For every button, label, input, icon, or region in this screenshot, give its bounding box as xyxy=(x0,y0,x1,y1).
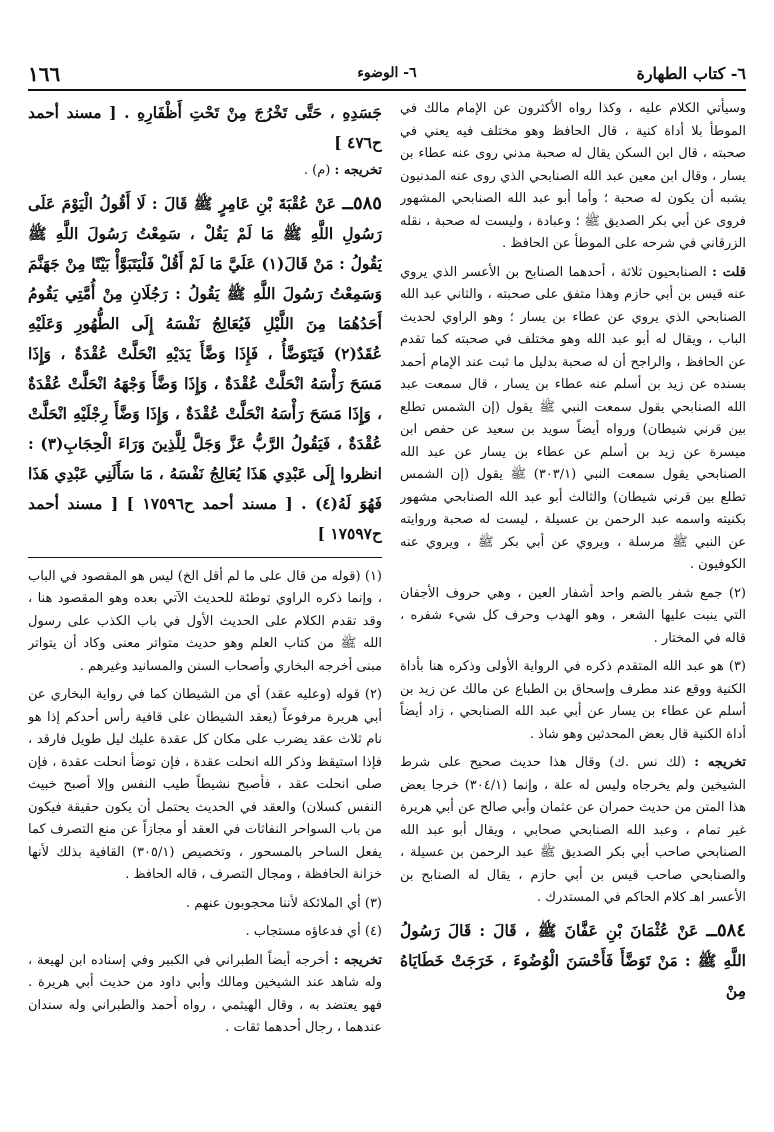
footnote-4: (٤) أي فدعاؤه مستجاب . xyxy=(245,924,382,939)
chapter-title: ٦- الوضوء xyxy=(357,65,417,81)
qult-paragraph xyxy=(400,262,746,577)
hadith-text: عَنْ عُثْمَانَ بْنِ عَفَّانَ ﷺ ، قَالَ : قَالَ رَسُولُ اللَّهِ ﷺ : مَنْ تَوَضَّأَ فَأَحْسَنَ الْوُضُوءَ ، خَرَجَتْ خَطَايَاهُ مِنْ xyxy=(400,920,746,1000)
hadith-584 xyxy=(400,916,746,1006)
hadith-number: ٥٨٤ــ xyxy=(706,919,746,941)
takhrij-paragraph-right xyxy=(400,752,746,910)
footnote-1: (١) (قوله من قال على ما لم أقل الخ) ليس هو المقصود في الباب ، وإنما ذكره الراوي توطئة للحديث الآتي بعده وهو المقصود هنا ، وقد تقدم الكلام على الحديث الأول في باب الكذب على رسول الله ﷺ من كتاب العلم وهو حديث متواتر معنى وكاد أن يتواتر مبنى أخرجه البخاري وأصحاب السنن والمسانيد وغيرهم . xyxy=(28,568,382,674)
footnote-separator xyxy=(28,557,382,558)
takhrij-paragraph-1 xyxy=(28,160,382,183)
intro-paragraph: وسيأتي الكلام عليه ، وكذا رواه الأكثرون عن الإمام مالك في الموطأ بلا أداة كنية ، قال الحافظ وهو مختلف فيه يعني في صحبته ، قال ابن السكن يقال له صحبة مدني روى عنه عطاء بن يسار ، وقال ابن معين عبد الله الصنابحي الذي روى عنه المدنيون يشبه أن يكون له صحبة ؛ وأما أبو عبد الله الصنابحي المشهور فروى عن أبي بكر الصديق ﷺ ؛ وعبادة ، وليست له صحبة ، نقله الزرقاني في شرحه على الموطأ عن الحافظ . xyxy=(400,101,746,251)
hadith-continuation: جَسَدِهِ ، حَتَّى تَخْرُجَ مِنْ تَحْتِ أَظْفَارِهِ . [ مسند أحمد ح٤٧٦ ] xyxy=(28,103,382,152)
takhrij-text: (لك نس .ك) وقال هذا حديث صحيح على شرط الشيخين ولم يخرجاه وليس له علة ، وإنما (٣٠٤/١) خرجا بعض هذا المتن من حديث حمران عن عثمان وأبي صالح عن أبي هريرة غير تمام ، وعبد الله الصنابحي صحابي ، ويقال أبو عبد الله الصنابحي صاحب أبي بكر الصديق ﷺ عبد الرحمن بن عسيلة ، والصنابحي صاحب قيس بن أبي حازم ، يقال له الصنابح بن الأعسر اهـ كلام الحاكم في المستدرك . xyxy=(400,755,746,905)
footnote-3-right: (٣) هو عبد الله المتقدم ذكره في الرواية الأولى وذكره هنا بأداة الكنية ووقع عند مطرف وإسحاق بن الطباع عن مالك عن زيد بن أسلم عن عطاء بن يسار عن أبي عبد الله الصنابحي ، زاد أيضاً أداة الكنية قال بعض المحدثين وهو شاذ . xyxy=(400,659,746,742)
footnote-2-right: (٢) جمع شفر بالضم واحد أشفار العين ، وهي حروف الأجفان التي ينبت عليها الشعر ، وهو الهدب وحرف كل شيء شفره ، قاله في المختار . xyxy=(400,585,746,646)
page-number: ١٦٦ xyxy=(28,62,61,86)
left-column xyxy=(28,98,382,1118)
takhrij-label: تخريجه : xyxy=(334,163,382,178)
qult-label: قلت : xyxy=(712,264,746,280)
hadith-number: ٥٨٥ــ xyxy=(342,192,382,214)
takhrij-label: تخريجه : xyxy=(694,755,746,770)
takhrij-text: أخرجه أيضاً الطبراني في الكبير وفي إسناده ابن لهيعة ، وله شاهد عند الشيخين ومالك وأبي داود من حديث أبي هريرة . فهو يعتضد به ، وقال الهيثمي ، رواه أحمد والطبراني وله سندان عندهما ، رجال أحدهما ثقات . xyxy=(28,952,382,1035)
footnote-3-left: (٣) أي الملائكة لأننا محجوبون عنهم . xyxy=(185,895,382,911)
footnote-2-left: (٢) قوله (وعليه عقد) أي من الشيطان كما في رواية البخاري عن أبي هريرة مرفوعاً (يعقد الشيطان على قافية رأس أحدكم إذا هو نام ثلاث عقد يضرب على مكان كل عقدة عليك ليل طويل فارقد ، فإذا استيقظ وذكر الله انحلت عقدة ، فإن توضأ انحلت عقدة ، فإن صلى انحلت عقد ، فأصبح نشيطاً طيب النفس وإلا أصبح خبيث النفس كسلان) والعقد في الحديث يحتمل أن يكون حقيقة فيكون من باب السواحر النفاثات في العقد أو مجازاً عن منع التصرف كما يفعل الساحر بالمسحور ، وتخصيص (٣٠٥/١) القافية بذلك لأنها خزانة الحافظة ، ومجال التصرف ، قاله الحافظ . xyxy=(28,687,382,882)
takhrij-paragraph-2 xyxy=(28,950,382,1040)
takhrij-label: تخريجه : xyxy=(333,952,382,968)
header-rule xyxy=(28,89,746,91)
book-title: ٦- كتاب الطهارة xyxy=(636,64,746,83)
hadith-text: عَنْ عُقْبَةَ بْنِ عَامِرٍ ﷺ قَالَ : لَا أَقُولُ الْيَوْمَ عَلَى رَسُولِ اللَّهِ ﷺ مَا لَمْ يَقُلْ ، سَمِعْتُ رَسُولَ اللَّهِ ﷺ يَقُولُ : مَنْ قَالَ(١) عَلَيَّ مَا لَمْ أَقُلْ فَلْيَتَبَوَّأْ بَيْتًا مِنْ جَهَنَّمَ وَسَمِعْتُ رَسُولَ اللَّهِ ﷺ يَقُولُ : رَجُلَانِ مِنْ أُمَّتِي يَقُومُ أَحَدُهُمَا مِنَ اللَّيْلِ فَيُعَالِجُ نَفْسَهُ إِلَى الطُّهُورِ وَعَلَيْهِ عُقَدٌ(٢) فَيَتَوَضَّأُ ، فَإِذَا وَضَّأَ يَدَيْهِ انْحَلَّتْ عُقْدَةٌ ، وَإِذَا مَسَحَ رَأْسَهُ انْحَلَّتْ عُقْدَةٌ ، وَإِذَا وَضَّأَ وَجْهَهُ انْحَلَّتْ عُقْدَةٌ ، وَإِذَا مَسَحَ رَأْسَهُ انْحَلَّتْ عُقْدَةٌ ، وَإِذَا وَضَّأَ رِجْلَيْهِ انْحَلَّتْ عُقْدَةٌ ، فَيَقُولُ الرَّبُّ عَزَّ وَجَلَّ لِلَّذِينَ وَرَاءَ الْحِجَابِ(٣) : انظروا إِلَى عَبْدِي هَذَا يُعَالِجُ نَفْسَهُ ، مَا سَأَلَنِي عَبْدِي هَذَا فَهُوَ لَهُ(٤) . [ مسند أحمد ح١٧٥٩٦ ] [ مسند أحمد ح١٧٥٩٧ ] xyxy=(28,193,382,543)
takhrij-text: (م) . xyxy=(303,163,331,178)
page-header xyxy=(28,62,746,92)
right-column xyxy=(400,98,746,1118)
hadith-585 xyxy=(28,189,382,549)
qult-text: الصنابحيون ثلاثة ، أحدهما الصنابح بن الأعسر الذي يروي عنه قيس بن أبي حازم وهذا متفق على صحبته ، والثاني عبد الله الصنابحي الذي يروي عن عطاء بن يسار ؛ وهو الراوي لحديث الباب ، ويقال له أبو عبد الله وهو مختلف في صحبته كما تقدم عن الحافظ ، والراجح أن له صحبة بدليل ما ثبت عند الإمام أحمد بسنده عن زيد بن أسلم عنه عطاء بن يسار ، قال سمعت عبد الله الصنابحي يقول سمعت النبي ﷺ يقول (إن الشمس تطلع بين قرني شيطان) ورواه أيضاً سويد بن سعيد عن حفص ابن ميسرة عن زيد بن أسلم عن عطاء بن يسار عن عبد الله الصنابحي يقول سمعت النبي (٣٠٣/١) ﷺ يقول (إن الشمس تطلع بين قرني شيطان) والثالث أبو عبد الله الصنابحي مشهور بكنيته واسمه عبد الرحمن بن عسيلة ، ليست له صحبة وروايته عن النبي ﷺ مرسلة ، ويروي عن أبي بكر ﷺ ، ويروي عنه الكوفيون . xyxy=(400,264,746,572)
